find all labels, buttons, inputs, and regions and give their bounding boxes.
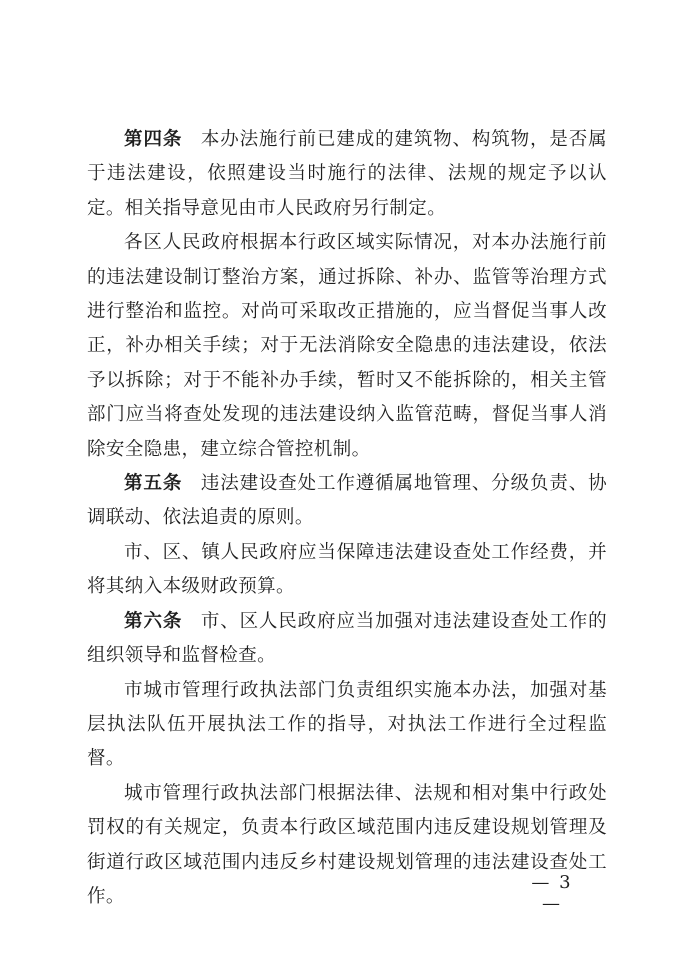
paragraph-text: 市城市管理行政执法部门负责组织实施本办法，加强对基层执法队伍开展执法工作的指导，对执法工作进行全过程监督。 bbox=[87, 679, 607, 770]
paragraph-text: 市、区、镇人民政府应当保障违法建设查处工作经费，并将其纳入本级财政预算。 bbox=[87, 541, 607, 598]
article-heading-5: 第五条 bbox=[124, 473, 183, 495]
paragraph-text: 市、区人民政府应当加强对违法建设查处工作的组织领导和监督检查。 bbox=[87, 610, 607, 667]
paragraph-text: 违法建设查处工作遵循属地管理、分级负责、协调联动、依法追责的原则。 bbox=[87, 473, 607, 529]
paragraph-article-4-2 bbox=[87, 226, 607, 467]
paragraph-text: 本办法施行前已建成的建筑物、构筑物，是否属于违法建设，依照建设当时施行的法律、法规的规定予以认定。相关指导意见由市人民政府另行制定。 bbox=[87, 129, 607, 219]
paragraph-article-4 bbox=[87, 123, 607, 226]
paragraph-article-6-2 bbox=[87, 674, 607, 777]
paragraph-article-6 bbox=[87, 605, 607, 674]
paragraph-text: 城市管理行政执法部门根据法律、法规和相对集中行政处罚权的有关规定，负责本行政区域范围内违反建设规划管理及街道行政区域范围内违反乡村建设规划管理的违法建设查处工作。 bbox=[87, 782, 607, 907]
paragraph-article-5 bbox=[87, 467, 607, 536]
page-number: — 3 — bbox=[531, 872, 573, 914]
document-body bbox=[87, 123, 607, 914]
article-heading-4: 第四条 bbox=[124, 129, 183, 150]
paragraph-article-5-2 bbox=[87, 536, 607, 605]
paragraph-text: 各区人民政府根据本行政区域实际情况，对本办法施行前的违法建设制订整治方案，通过拆除、补办、监管等治理方式进行整治和监控。对尚可采取改正措施的，应当督促当事人改正，补办相关手续；对于无法消除安全隐患的违法建设，依法予以拆除；对于不能补办手续，暂时又不能拆除的，相关主管部门应当将查处发现的违法建设纳入监管范畴，督促当事人消除安全隐患，建立综合管控机制。 bbox=[87, 232, 607, 460]
article-heading-6: 第六条 bbox=[124, 610, 183, 632]
